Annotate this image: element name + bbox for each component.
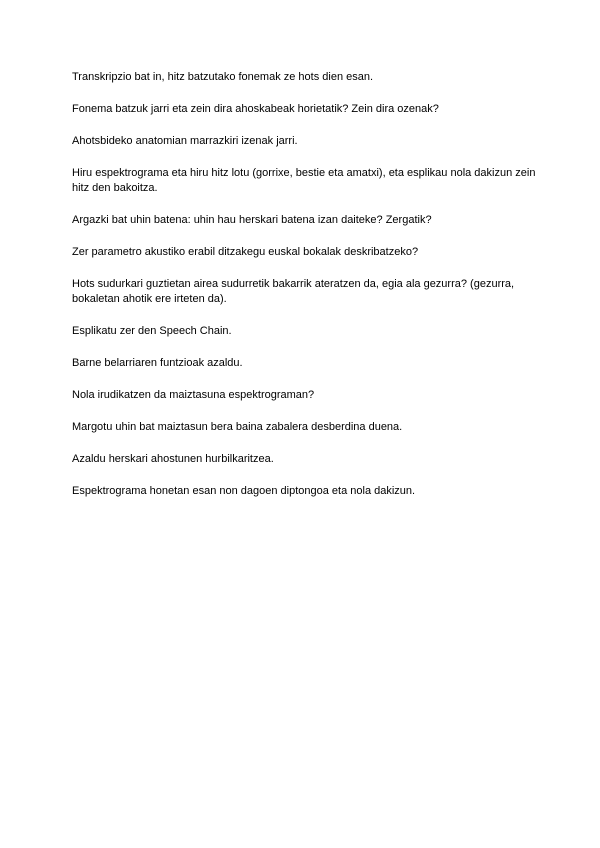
question-item: Nola irudikatzen da maiztasuna espektrograman? (72, 389, 315, 401)
question-item: Hiru espektrograma eta hiru hitz lotu (gorrixe, bestie eta amatxi), eta esplikau nola dakizun zein hitz den bakoitza. (72, 167, 536, 194)
question-item: Transkripzio bat in, hitz batzutako fonemak ze hots dien esan. (72, 71, 374, 83)
question-item: Barne belarriaren funtzioak azaldu. (72, 357, 243, 369)
question-list (72, 70, 542, 516)
question-item: Argazki bat uhin batena: uhin hau herskari batena izan daiteke? Zergatik? (72, 214, 432, 226)
question-item: Esplikatu zer den Speech Chain. (72, 325, 232, 337)
question-item: Margotu uhin bat maiztasun bera baina zabalera desberdina duena. (72, 421, 403, 433)
question-item: Fonema batzuk jarri eta zein dira ahoskabeak horietatik? Zein dira ozenak? (72, 103, 439, 115)
question-item: Zer parametro akustiko erabil ditzakegu euskal bokalak deskribatzeko? (72, 246, 419, 258)
question-item: Azaldu herskari ahostunen hurbilkaritzea. (72, 453, 274, 465)
question-item: Espektrograma honetan esan non dagoen diptongoa eta nola dakizun. (72, 485, 416, 497)
question-item: Ahotsbideko anatomian marrazkiri izenak jarri. (72, 135, 298, 147)
question-item: Hots sudurkari guztietan airea sudurretik bakarrik ateratzen da, egia ala gezurra? (gezurra, bokaletan ahotik ere irteten da). (72, 278, 515, 305)
